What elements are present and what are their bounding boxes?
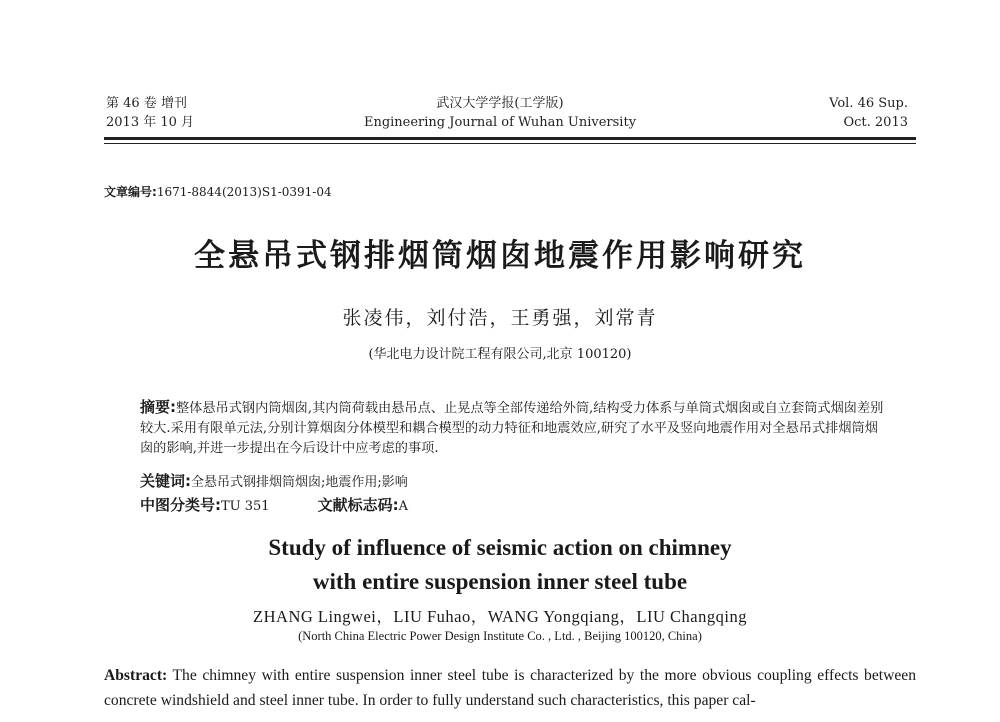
header-rule-thin bbox=[104, 143, 916, 144]
abstract-en-text: The chimney with entire suspension inner steel tube is characterized by the more obvious coupling effects between concrete windshield and steel inner tube. In order to fully understand such characteristics, this paper cal- bbox=[104, 667, 916, 709]
paper-title-en-line1: Study of influence of seismic action on chimney bbox=[268, 535, 732, 560]
paper-title-en-line2: with entire suspension inner steel tube bbox=[312, 569, 688, 594]
volume-line: 第 46 卷 增刊 bbox=[106, 96, 187, 111]
abstract-cn bbox=[140, 397, 885, 459]
affiliation-en: (North China Electric Power Design Institute Co. , Ltd. , Beijing 100120, China) bbox=[298, 629, 702, 643]
journal-name-en: Engineering Journal of Wuhan University bbox=[363, 115, 637, 130]
authors-cn: 张凌伟，刘付浩，王勇强，刘常青 bbox=[342, 307, 658, 329]
classification bbox=[140, 494, 408, 515]
doc-code-value: A bbox=[398, 499, 408, 514]
article-number-label: 文章编号: bbox=[104, 185, 157, 199]
authors-en: ZHANG Lingwei，LIU Fuhao，WANG Yongqiang，LIU Changqing bbox=[253, 607, 747, 626]
date-line: 2013 年 10 月 bbox=[106, 115, 195, 130]
date-en-line: Oct. 2013 bbox=[843, 115, 908, 130]
article-number bbox=[104, 183, 332, 200]
keywords-cn-label: 关键词: bbox=[140, 472, 191, 490]
abstract-cn-text: 整体悬吊式钢内筒烟囱,其内筒荷载由悬吊点、止晃点等全部传递给外筒,结构受力体系与单筒式烟囱或自立套筒式烟囱差别较大.采用有限单元法,分别计算烟囱分体模型和耦合模型的动力特征和地震效应,研究了水平及竖向地震作用对全悬吊式排烟筒烟囱的影响,并进一步提出在今后设计中应考虑的事项. bbox=[140, 401, 884, 456]
header-rule-thick bbox=[104, 137, 916, 140]
volume-en-line: Vol. 46 Sup. bbox=[829, 96, 908, 111]
journal-name-cn: 武汉大学学报(工学版) bbox=[436, 96, 564, 111]
doc-code-label: 文献标志码: bbox=[317, 496, 399, 514]
paper-title-cn: 全悬吊式钢排烟筒烟囱地震作用影响研究 bbox=[194, 238, 806, 274]
classification-label: 中图分类号: bbox=[140, 496, 221, 514]
article-number-value: 1671-8844(2013)S1-0391-04 bbox=[156, 185, 332, 199]
abstract-en bbox=[104, 663, 916, 713]
journal-volume-en bbox=[829, 94, 908, 132]
abstract-cn-label: 摘要: bbox=[140, 398, 176, 416]
keywords-cn bbox=[140, 470, 408, 491]
abstract-en-label: Abstract: bbox=[104, 667, 168, 684]
keywords-cn-text: 全悬吊式钢排烟筒烟囱;地震作用;影响 bbox=[191, 475, 408, 490]
classification-value: TU 351 bbox=[221, 499, 270, 514]
affiliation-cn: (华北电力设计院工程有限公司,北京 100120) bbox=[368, 347, 632, 362]
